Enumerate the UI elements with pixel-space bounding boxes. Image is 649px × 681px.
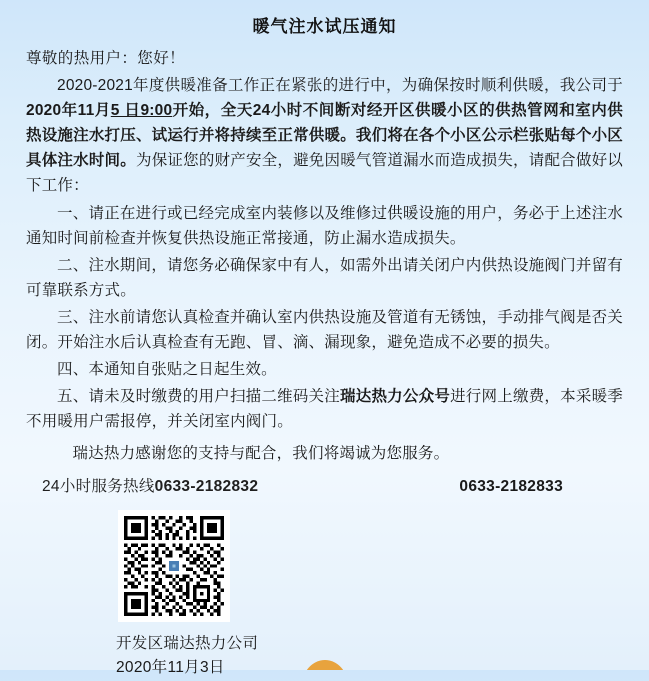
list-item: 一、请正在进行或已经完成室内装修以及维修过供暖设施的用户，务必于上述注水通知时间前检查并恢复供热设施正常接通，防止漏水造成损失。 (26, 204, 623, 247)
hotline-label (42, 474, 258, 496)
hotline-number: 0633-2182832 (154, 477, 259, 495)
paragraph-1-tail: 为保证您的财产安全，避免因暖气管道漏水而造成损失，请配合做好以下工作： (26, 152, 624, 195)
list-item: 四、本通知自张贴之日起生效。 (57, 361, 277, 379)
signature-block (26, 632, 623, 681)
hotline-label-text: 24小时服务热线 (42, 477, 155, 495)
qr-code-wrapper (26, 510, 623, 622)
paragraph-1-bold-date: 2020年11月 (26, 102, 111, 120)
signature-company: 开发区瑞达热力公司 (116, 634, 259, 652)
list-item (26, 384, 623, 434)
arc-shape (302, 660, 348, 670)
bottom-decoration (0, 658, 649, 670)
paragraph-1-bold-underline-date: 5 日9:00 (110, 102, 173, 120)
list-item: 三、注水前请您认真检查并确认室内供热设施及管道有无锈蚀，手动排气阀是否关闭。开始注水后认真检查有无跑、冒、滴、漏现象，避免造成不必要的损失。 (26, 309, 623, 352)
qr-code (118, 510, 230, 622)
thanks-line: 瑞达热力感谢您的支持与配合，我们将竭诚为您服务。 (72, 444, 450, 462)
salutation: 尊敬的热用户：您好！ (26, 50, 186, 67)
item-5-suffix: 进行网上缴费，本采暖季不用暖用户需报停，并关闭室内阀门。 (26, 388, 624, 431)
list-item: 二、注水期间，请您务必确保家中有人，如需外出请关闭户内供热设施阀门并留有可靠联系方式。 (26, 256, 623, 299)
item-5-prefix: 五、请未及时缴费的用户扫描二维码关注 (57, 388, 341, 406)
paragraph-1-bold-after: 开始，全天24小时不间断对经开区供暖小区的供热管网和室内供热设施注水打压、试运行并将持续至正常供暖。我们将在各个小区公示栏张贴每个小区具体注水时间。 (26, 102, 624, 170)
page-title: 暖气注水试压通知 (252, 17, 397, 36)
hotline-row (26, 474, 623, 496)
item-5-account-name: 瑞达热力公众号 (340, 388, 451, 406)
paragraph-1 (26, 73, 623, 199)
signature-date: 2020年11月3日 (116, 659, 225, 677)
paragraph-1-lead: 2020-2021年度供暖准备工作正在紧张的进行中，为确保按时顺利供暖，我公司于 (57, 77, 623, 95)
hotline-number-secondary: 0633-2182833 (459, 477, 563, 495)
